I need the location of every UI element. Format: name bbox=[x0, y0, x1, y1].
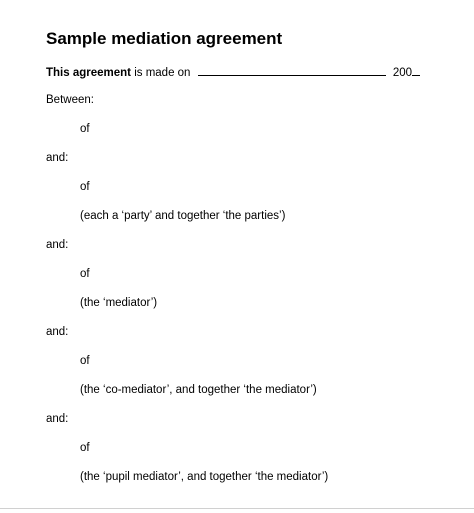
between-label: Between: bbox=[46, 94, 94, 106]
and-label-3: and: bbox=[46, 326, 69, 338]
and-label-1: and: bbox=[46, 152, 69, 164]
page-bottom-divider bbox=[0, 508, 474, 509]
document-title: Sample mediation agreement bbox=[46, 29, 283, 48]
mediator-definition: (the ‘mediator’) bbox=[80, 297, 158, 309]
agreement-label: This agreement bbox=[46, 67, 131, 79]
agreement-made-on-text: is made on bbox=[134, 67, 191, 79]
parties-definition: (each a ‘party’ and together ‘the parties’) bbox=[80, 210, 286, 222]
and-label-4: and: bbox=[46, 413, 69, 425]
year-blank-field[interactable] bbox=[412, 65, 420, 76]
co-mediator-definition: (the ‘co-mediator’, and together ‘the mediator’) bbox=[80, 384, 317, 396]
and-label-2: and: bbox=[46, 239, 69, 251]
agreement-date-line bbox=[46, 65, 420, 79]
pupil-mediator-definition: (the ‘pupil mediator’, and together ‘the mediator’) bbox=[80, 471, 329, 483]
pupil-mediator-of-line: of bbox=[80, 442, 90, 454]
year-prefix: 200 bbox=[392, 67, 413, 79]
date-blank-field[interactable] bbox=[198, 65, 386, 76]
party-2-of-line: of bbox=[80, 181, 90, 193]
co-mediator-of-line: of bbox=[80, 355, 90, 367]
mediator-of-line: of bbox=[80, 268, 90, 280]
party-1-of-line: of bbox=[80, 123, 90, 135]
